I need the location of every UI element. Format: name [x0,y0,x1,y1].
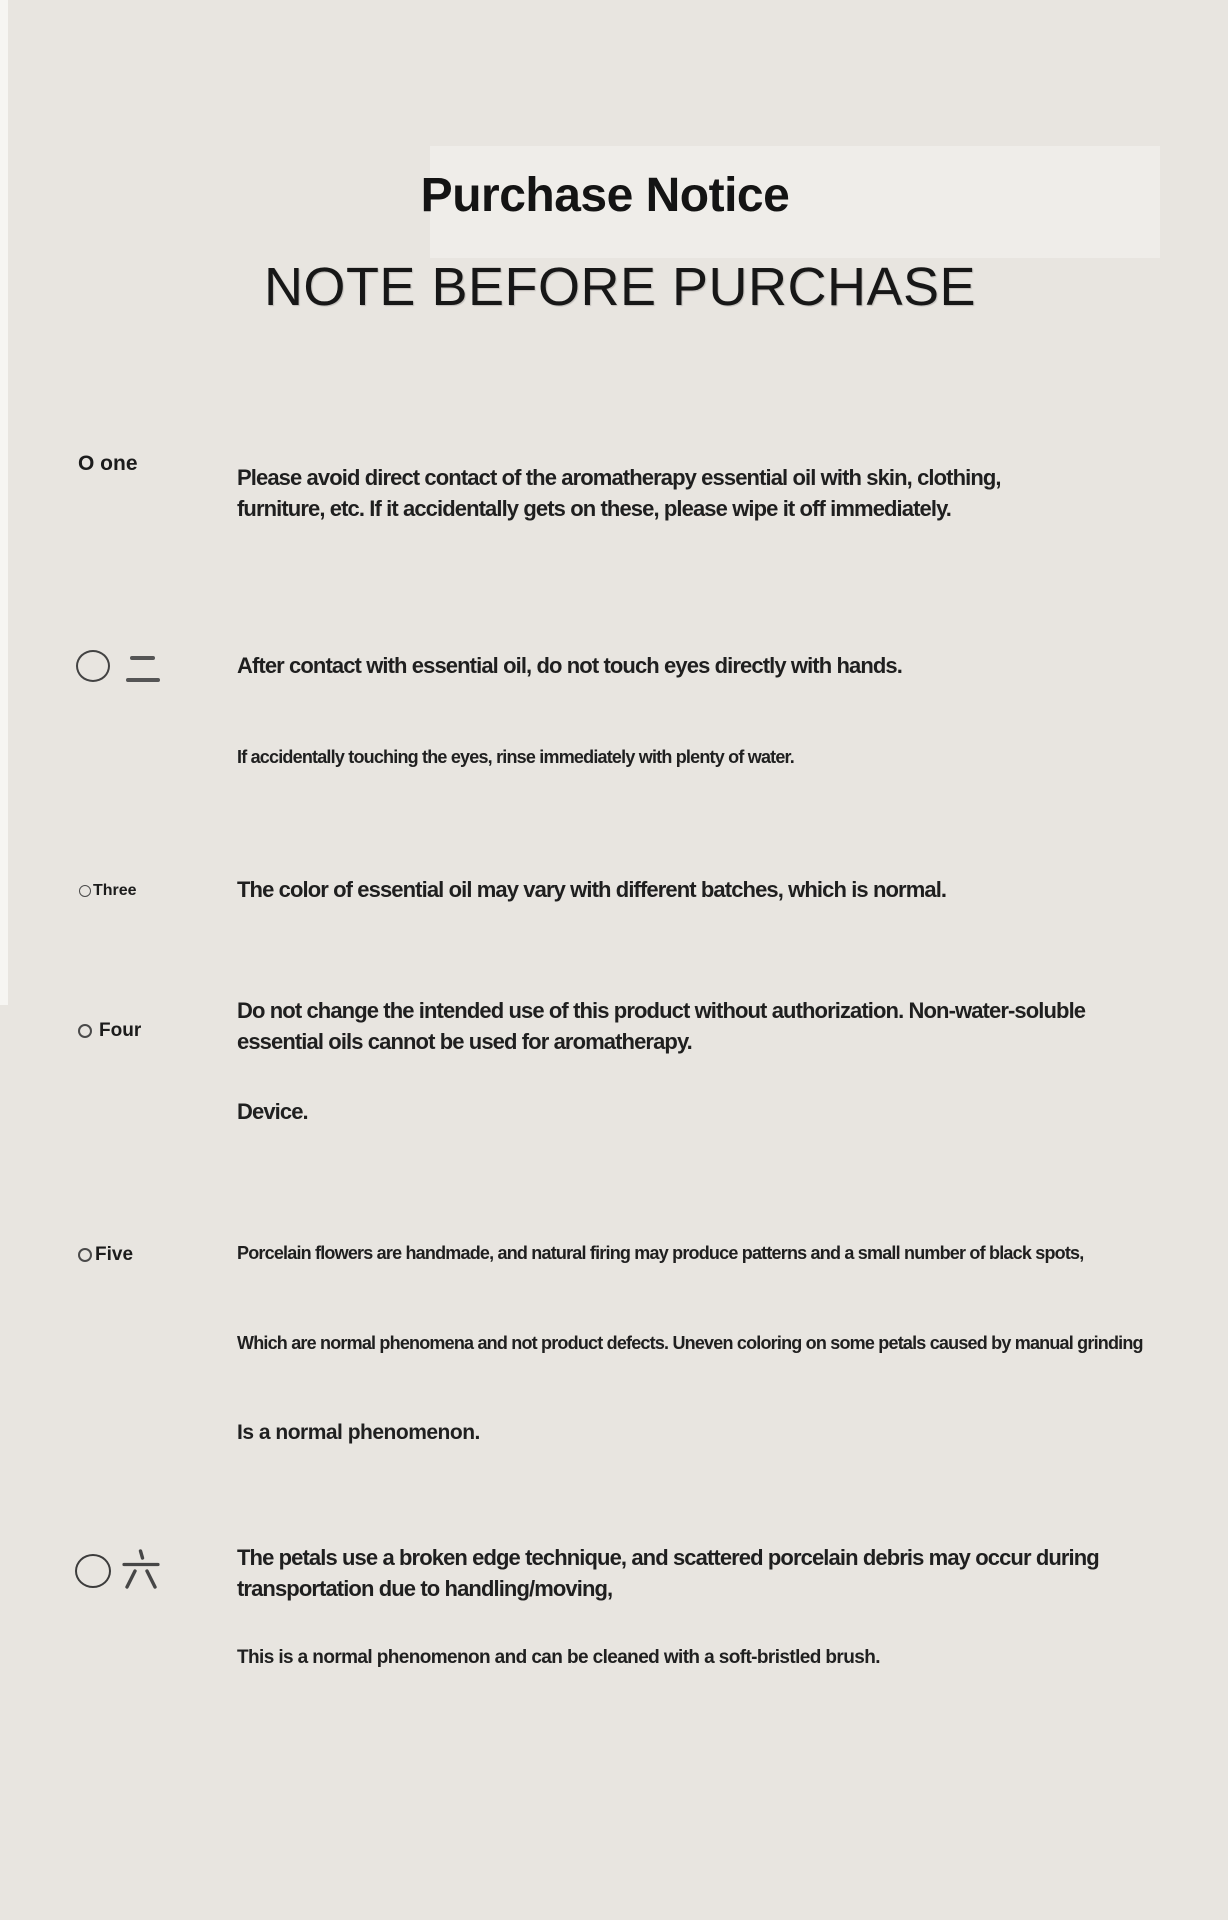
item-three-marker-label: Three [93,882,137,899]
circle-icon [76,650,110,682]
item-six-line-2: transportation due to handling/moving, [237,1576,613,1601]
item-four-marker-label: Four [99,1020,142,1041]
item-three-line-1: The color of essential oil may vary with different batches, which is normal. [237,877,947,902]
hanzi-two-icon [126,649,160,685]
item-six-subline-1: This is a normal phenomenon and can be cleaned with a soft-bristled brush. [237,1647,880,1668]
hanzi-six-icon [121,1548,161,1592]
item-one-line-2: furniture, etc. If it accidentally gets on these, please wipe it off immediately. [237,496,951,521]
item-two-subline-1: If accidentally touching the eyes, rinse immediately with plenty of water. [237,747,794,767]
item-five-marker-label: Five [95,1244,134,1265]
item-five-line-1: Porcelain flowers are handmade, and natural firing may produce patterns and a small number of black spots, [237,1243,1084,1263]
item-four-subline-1: Device. [237,1099,308,1124]
hanzi-two-bottom-stroke [126,678,160,682]
page-title: Purchase Notice [420,169,790,222]
item-three-marker [79,882,137,900]
circle-icon [78,1248,92,1262]
item-two-line-1: After contact with essential oil, do not touch eyes directly with hands. [237,653,902,678]
hanzi-two-top-stroke [130,656,155,660]
item-six-line-1: The petals use a broken edge technique, and scattered porcelain debris may occur during [237,1545,1099,1570]
item-five-marker [78,1244,133,1266]
item-four-line-1: Do not change the intended use of this product without authorization. Non-water-soluble [237,998,1086,1023]
item-one-line-1: Please avoid direct contact of the aromatherapy essential oil with skin, clothing, [237,465,1001,490]
left-edge-strip [0,0,8,1005]
item-four-line-2: essential oils cannot be used for aromatherapy. [237,1029,692,1054]
item-four-marker [78,1020,141,1042]
circle-icon [79,885,91,897]
page-subtitle: NOTE BEFORE PURCHASE [263,257,977,317]
item-five-subline-2: Is a normal phenomenon. [237,1421,480,1444]
item-one-marker: O one [78,452,138,475]
item-five-subline-1: Which are normal phenomena and not product defects. Uneven coloring on some petals caused by manual grinding [237,1333,1143,1353]
circle-icon [75,1554,111,1588]
circle-icon [78,1024,92,1038]
